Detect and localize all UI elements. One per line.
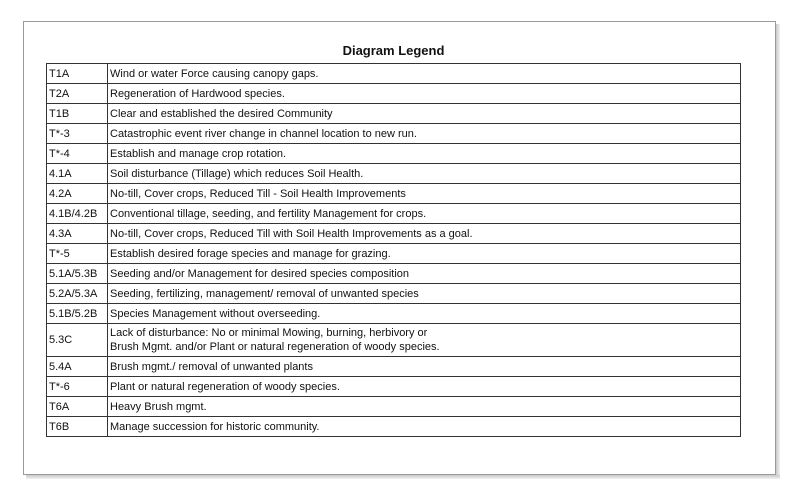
- legend-code: T*-3: [47, 124, 108, 144]
- legend-row: [47, 417, 741, 437]
- legend-description-line: Plant or natural regeneration of woody species.: [110, 380, 340, 393]
- legend-row: [47, 224, 741, 244]
- legend-code: 5.2A/5.3A: [47, 284, 108, 304]
- legend-code: T*-4: [47, 144, 108, 164]
- legend-code: T6A: [47, 397, 108, 417]
- legend-row: [47, 144, 741, 164]
- legend-code: T1B: [47, 104, 108, 124]
- legend-description-line: Species Management without overseeding.: [110, 307, 321, 320]
- legend-row: [47, 164, 741, 184]
- legend-description: [108, 397, 741, 417]
- legend-code: 5.3C: [47, 324, 108, 357]
- legend-description-line: Clear and established the desired Community: [110, 107, 333, 120]
- legend-description: [108, 304, 741, 324]
- legend-description: [108, 417, 741, 437]
- legend-table: [46, 63, 741, 437]
- legend-code: 4.3A: [47, 224, 108, 244]
- legend-description-line: Heavy Brush mgmt.: [110, 400, 207, 413]
- legend-description-line: Establish desired forage species and manage for grazing.: [110, 247, 391, 260]
- legend-code: T*-6: [47, 377, 108, 397]
- legend-description: [108, 64, 741, 84]
- legend-description: [108, 284, 741, 304]
- legend-row: [47, 377, 741, 397]
- legend-row: [47, 84, 741, 104]
- frame-shadow-bottom: [26, 475, 780, 479]
- legend-row: [47, 304, 741, 324]
- legend-code: T2A: [47, 84, 108, 104]
- legend-description: [108, 124, 741, 144]
- legend-row: [47, 124, 741, 144]
- legend-row: [47, 324, 741, 357]
- legend-code: 5.4A: [47, 357, 108, 377]
- legend-row: [47, 357, 741, 377]
- legend-description-line: Regeneration of Hardwood species.: [110, 87, 285, 100]
- legend-description-line: Soil disturbance (Tillage) which reduces Soil Health.: [110, 167, 364, 180]
- legend-description: [108, 104, 741, 124]
- legend-description-line: Seeding and/or Management for desired species composition: [110, 267, 410, 280]
- legend-description-line: Establish and manage crop rotation.: [110, 147, 287, 160]
- legend-description: [108, 324, 741, 357]
- legend-description-line: Seeding, fertilizing, management/ removal of unwanted species: [110, 287, 419, 300]
- legend-code: 5.1B/5.2B: [47, 304, 108, 324]
- legend-description-line: Conventional tillage, seeding, and fertility Management for crops.: [110, 207, 427, 220]
- legend-description: [108, 357, 741, 377]
- legend-table-body: [47, 64, 741, 437]
- legend-row: [47, 184, 741, 204]
- legend-row: [47, 104, 741, 124]
- legend-title: Diagram Legend: [342, 43, 445, 58]
- legend-code: 4.2A: [47, 184, 108, 204]
- legend-description-line: Lack of disturbance: No or minimal Mowing, burning, herbivory or: [110, 327, 428, 339]
- legend-row: [47, 64, 741, 84]
- legend-code: 5.1A/5.3B: [47, 264, 108, 284]
- legend-description-line: Wind or water Force causing canopy gaps.: [110, 67, 319, 80]
- legend-description: [108, 264, 741, 284]
- legend-row: [47, 397, 741, 417]
- legend-row: [47, 264, 741, 284]
- legend-description-line: Brush mgmt./ removal of unwanted plants: [110, 360, 313, 373]
- legend-row: [47, 244, 741, 264]
- legend-code: 4.1B/4.2B: [47, 204, 108, 224]
- legend-description: [108, 224, 741, 244]
- legend-description: [108, 184, 741, 204]
- legend-code: T1A: [47, 64, 108, 84]
- legend-description: [108, 244, 741, 264]
- legend-row: [47, 204, 741, 224]
- frame-shadow-right: [776, 24, 780, 476]
- legend-code: T*-5: [47, 244, 108, 264]
- legend-description-line: Brush Mgmt. and/or Plant or natural regeneration of woody species.: [110, 341, 440, 353]
- legend-description-line: No-till, Cover crops, Reduced Till with Soil Health Improvements as a goal.: [110, 227, 473, 240]
- legend-description: [108, 377, 741, 397]
- legend-description: [108, 84, 741, 104]
- legend-description: [108, 164, 741, 184]
- legend-description-line: No-till, Cover crops, Reduced Till - Soil Health Improvements: [110, 187, 406, 200]
- legend-code: T6B: [47, 417, 108, 437]
- legend-description-line: Catastrophic event river change in channel location to new run.: [110, 127, 417, 140]
- legend-description-line: Manage succession for historic community.: [110, 420, 320, 433]
- legend-row: [47, 284, 741, 304]
- legend-code: 4.1A: [47, 164, 108, 184]
- legend-description: [108, 144, 741, 164]
- legend-description: [108, 204, 741, 224]
